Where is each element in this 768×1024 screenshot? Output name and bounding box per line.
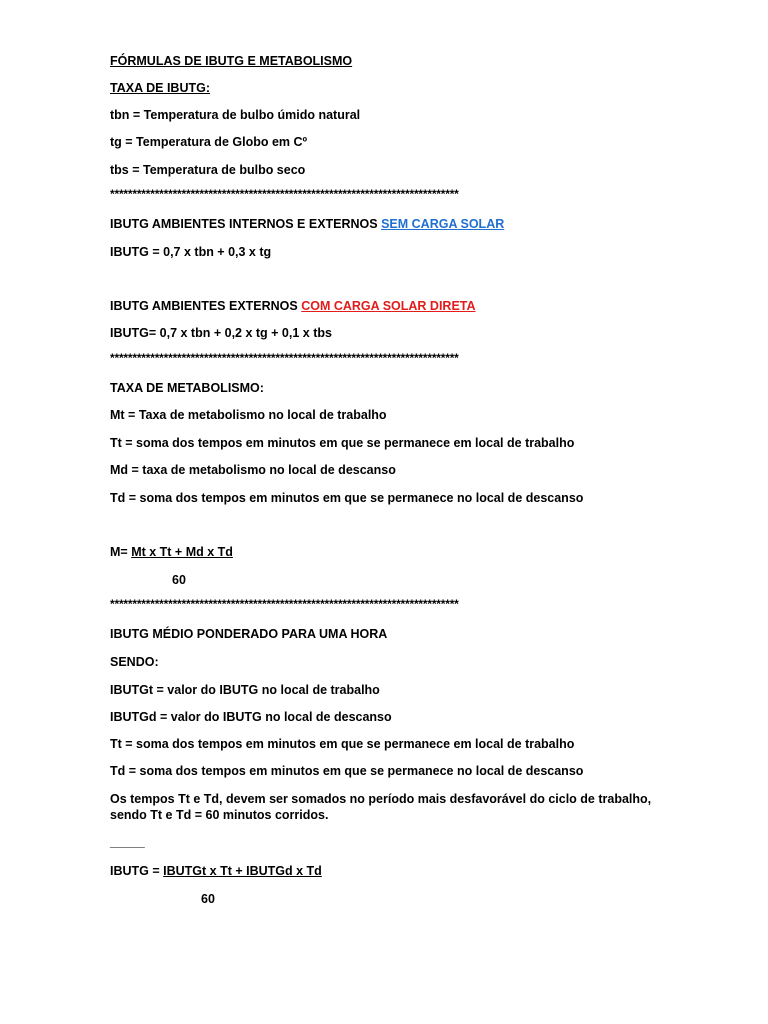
solar-heading	[110, 298, 476, 314]
def-mt: Mt = Taxa de metabolismo no local de trabalho	[110, 408, 387, 422]
rule-line: _____	[110, 835, 145, 849]
document-title: FÓRMULAS DE IBUTG E METABOLISMO	[110, 54, 353, 68]
separator: ******************************************************************************	[110, 187, 459, 201]
def-tt: Tt = soma dos tempos em minutos em que se permanece em local de trabalho	[110, 436, 575, 450]
def-tbs: tbs = Temperatura de bulbo seco	[110, 163, 306, 177]
def-td: Td = soma dos tempos em minutos em que se permanece no local de descanso	[110, 491, 584, 505]
metabolism-formula-numerator: Mt x Tt + Md x Td	[131, 545, 233, 559]
metabolism-formula-denominator: 60	[172, 573, 186, 587]
no-solar-heading-prefix: IBUTG AMBIENTES INTERNOS E EXTERNOS	[110, 217, 382, 231]
no-solar-heading	[110, 216, 504, 232]
weighted-formula	[110, 863, 322, 879]
separator: ******************************************************************************	[110, 597, 459, 611]
solar-formula: IBUTG= 0,7 x tbn + 0,2 x tg + 0,1 x tbs	[110, 326, 332, 340]
def-tbn: tbn = Temperatura de bulbo úmido natural	[110, 108, 361, 122]
def-tg: tg = Temperatura de Globo em Cº	[110, 135, 308, 149]
metabolism-formula	[110, 544, 233, 560]
weighted-heading: IBUTG MÉDIO PONDERADO PARA UMA HORA	[110, 627, 388, 641]
def-tt-weighted: Tt = soma dos tempos em minutos em que se permanece em local de trabalho	[110, 737, 575, 751]
weighted-formula-prefix: IBUTG =	[110, 864, 164, 878]
ibutg-rate-heading: TAXA DE IBUTG:	[110, 81, 210, 95]
def-ibutgd: IBUTGd = valor do IBUTG no local de descanso	[110, 710, 392, 724]
def-md: Md = taxa de metabolismo no local de descanso	[110, 463, 396, 477]
solar-heading-prefix: IBUTG AMBIENTES EXTERNOS	[110, 299, 302, 313]
metabolism-heading: TAXA DE METABOLISMO:	[110, 381, 264, 395]
separator: ******************************************************************************	[110, 351, 459, 365]
no-solar-highlight: SEM CARGA SOLAR	[381, 217, 505, 231]
weighted-formula-numerator: IBUTGt x Tt + IBUTGd x Td	[163, 864, 322, 878]
def-td-weighted: Td = soma dos tempos em minutos em que se permanece no local de descanso	[110, 764, 584, 778]
def-ibutgt: IBUTGt = valor do IBUTG no local de trabalho	[110, 683, 380, 697]
sendo-label: SENDO:	[110, 655, 159, 669]
note-line-2: sendo Tt e Td = 60 minutos corridos.	[110, 808, 329, 822]
no-solar-formula: IBUTG = 0,7 x tbn + 0,3 x tg	[110, 245, 272, 259]
note-line-1: Os tempos Tt e Td, devem ser somados no período mais desfavorável do ciclo de trabalho,	[110, 792, 652, 806]
weighted-formula-denominator: 60	[201, 892, 215, 906]
solar-highlight: COM CARGA SOLAR DIRETA	[301, 299, 476, 313]
metabolism-formula-prefix: M=	[110, 545, 132, 559]
